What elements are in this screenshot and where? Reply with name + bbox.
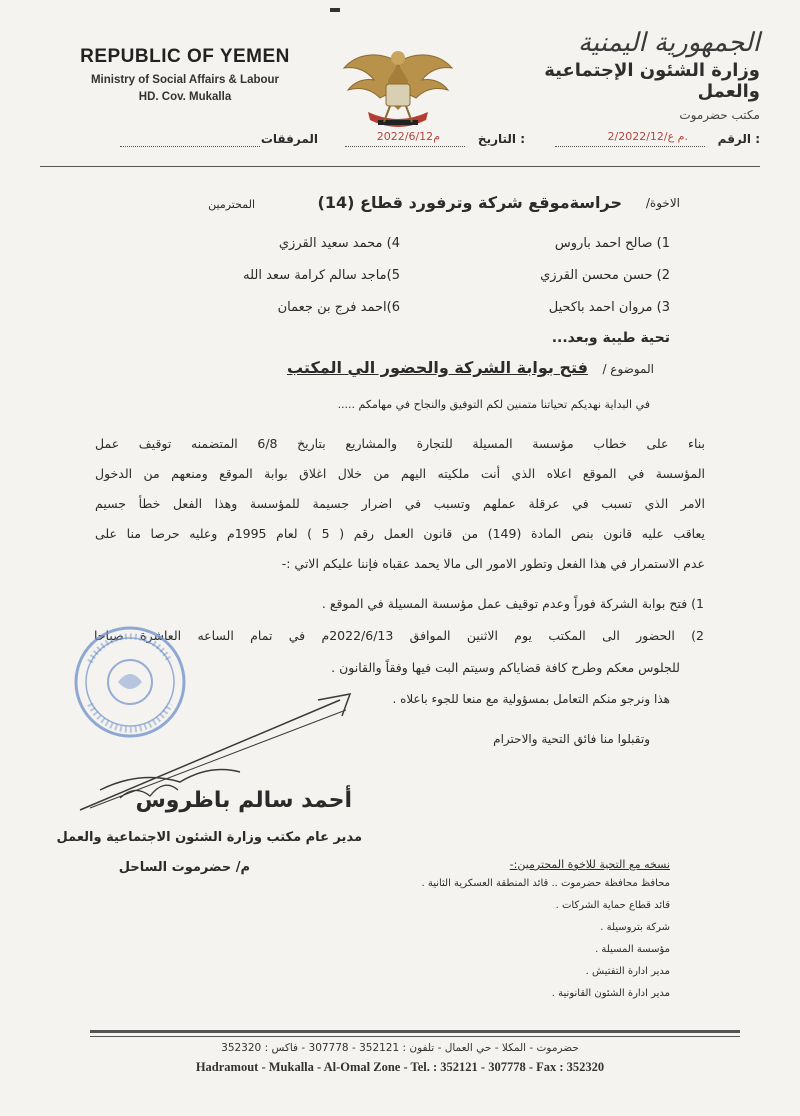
ar-country: الجمهورية اليمنية	[577, 28, 760, 58]
closing-line-2: وتقبلوا منا فائق التحية والاحترام	[493, 732, 650, 746]
attachments-label: المرفقات	[260, 132, 318, 146]
name-4: 4) محمد سعيد القرزي	[278, 236, 400, 251]
ref-number-value: 2/2022/12/م ع.	[607, 130, 688, 143]
en-country: REPUBLIC OF YEMEN	[80, 46, 290, 67]
footer-rule-thin	[90, 1036, 740, 1037]
header-divider	[40, 166, 760, 167]
name-1: 1) صالح احمد باروس	[554, 236, 670, 251]
ref-number-label: الرقم :	[717, 132, 760, 146]
name-2: 2) حسن محسن القرزي	[540, 268, 670, 283]
body-line-5: عدم الاستمرار في هذا الفعل وتطور الامور الى مالا يحمد عقباه فإننا عليكم الاتي :-	[281, 556, 705, 571]
en-office: HD. Cov. Mukalla	[138, 91, 232, 103]
yemen-eagle-emblem-icon	[338, 40, 458, 140]
body-line-1: بناء على خطاب مؤسسة المسيلة للتجارة والمشاريع بتاريخ 6/8 المتضمنه توقيف عمل	[95, 436, 705, 451]
cc-item-3: شركة بتروسيلة .	[600, 922, 670, 933]
en-ministry: Ministry of Social Affairs & Labour	[90, 74, 280, 86]
signer-title-1: مدير عام مكتب وزارة الشئون الاجتماعية والعمل	[56, 830, 362, 845]
footer-arabic: حضرموت - المكلا - حي العمال - تلفون : 352121 - 307778 - فاكس : 352320	[221, 1042, 579, 1054]
cc-item-5: مدير ادارة التفتيش .	[585, 966, 670, 977]
ar-ministry: وزارة الشئون الإجتماعية والعمل	[544, 60, 760, 102]
english-letterhead	[55, 46, 315, 103]
subject-label: الموضوع /	[602, 362, 654, 376]
cc-item-1: محافظ محافظة حضرموت .. قائد المنطقة العسكرية الثانية .	[421, 878, 670, 889]
attachments-line	[120, 130, 260, 147]
body-line-4: يعاقب عليه قانون بنص المادة (149) من قانون العمل رقم ( 5 ) لعام 1995م وعليه حرصا منا على	[95, 526, 706, 541]
reference-row	[50, 128, 760, 156]
body-line-2: المؤسسة في الموقع اعلاه الذي أنت ملكيته اليهم من خلال اغلاق بوابة الموقع ومنعهم من الدخول	[95, 466, 705, 481]
addressee-text: حراسةموقع شركة وترفورد قطاع (14)	[317, 193, 622, 212]
addressee-suffix: المحترمين	[208, 198, 255, 211]
item-2: 2) الحضور الى المكتب يوم الاثنين الموافق 2022/6/13م في تمام الساعه العاشرة صباحا	[94, 628, 704, 643]
subject-text: فتح بوابة الشركة والحضور الي المكتب	[286, 358, 588, 377]
footer-rule	[90, 1030, 740, 1033]
signer-title-2: م/ حضرموت الساحل	[118, 860, 250, 875]
intro-line: في البداية نهديكم تحياتنا متمنين لكم التوفيق والنجاح في مهامكم .....	[337, 398, 650, 411]
body-line-3: الامر الذي تسبب في عرقلة عملهم وتسبب في اضرار جسيمة للمؤسسة وهذا الفعل خطأ جسيم	[95, 496, 705, 511]
cc-heading: نسخه مع التحية للاخوة المحترمين:-	[509, 858, 670, 871]
cc-item-6: مدير ادارة الشئون القانونية .	[551, 988, 670, 999]
ar-office: مكتب حضرموت	[679, 108, 760, 122]
arabic-letterhead	[500, 28, 760, 122]
closing-line-1: هذا ونرجو منكم التعامل بمسؤولية مع منعا للجوء باعلاه .	[392, 692, 670, 706]
greeting: تحية طيبة وبعد...	[551, 330, 670, 346]
item-1: 1) فتح بوابة الشركة فوراً وعدم توقيف عمل مؤسسة المسيلة في الموقع .	[321, 596, 704, 611]
top-mark	[330, 8, 340, 12]
ref-date-value: 2022/6/12م	[376, 130, 440, 143]
cc-item-4: مؤسسة المسيلة .	[595, 944, 670, 955]
item-2-cont: للجلوس معكم وطرح كافة قضاياكم وسيتم البت فيها وفقاً والقانون .	[331, 660, 680, 675]
name-5: 5)ماجد سالم كرامة سعد الله	[243, 268, 400, 283]
name-6: 6)احمد فرج بن جعمان	[277, 300, 400, 315]
footer-english: Hadramout - Mukalla - Al-Omal Zone - Tel. : 352121 - 307778 - Fax : 352320	[195, 1060, 605, 1074]
name-3: 3) مروان احمد باكحيل	[548, 300, 670, 315]
addressee-prefix: الاخوة/	[645, 196, 680, 210]
cc-item-2: قائد قطاع حماية الشركات .	[555, 900, 670, 911]
signer-name: أحمد سالم باظروس	[135, 788, 352, 813]
ref-date-label: التاريخ :	[477, 132, 525, 146]
